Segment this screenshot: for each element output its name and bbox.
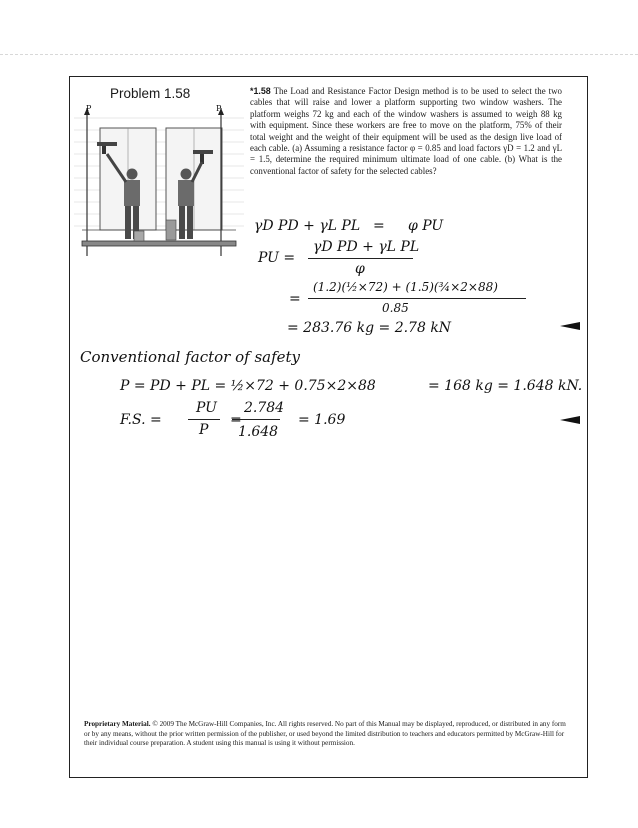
- pu-label: PU =: [258, 250, 296, 266]
- fraction-bar: [232, 419, 280, 420]
- pu-denominator: φ: [355, 261, 365, 277]
- copyright-footer: [84, 720, 572, 749]
- substitution-equals: =: [289, 291, 301, 307]
- fs-denominator-value: 1.648: [238, 424, 279, 440]
- service-load-result: = 168 kg = 1.648 kN.: [428, 378, 583, 394]
- lrfd-equation-lhs: γD PD + γL PL: [254, 218, 361, 234]
- fraction-bar: [308, 258, 413, 259]
- answer-arrow-icon: [560, 322, 580, 330]
- load-label-left: P: [86, 104, 92, 113]
- lrfd-equation-equals: =: [373, 218, 385, 234]
- fs-numerator-symbol: PU: [196, 400, 217, 416]
- service-load-expression: P = PD + PL = ½×72 + 0.75×2×88: [120, 378, 376, 394]
- scan-top-edge: [0, 54, 638, 55]
- substitution-denominator: 0.85: [382, 301, 409, 315]
- ultimate-load-result: = 283.76 kg = 2.78 kN: [287, 320, 452, 336]
- fs-label: F.S. =: [120, 412, 162, 428]
- problem-statement: [250, 86, 562, 177]
- pu-numerator: γD PD + γL PL: [313, 239, 420, 255]
- footer-text: © 2009 The McGraw-Hill Companies, Inc. All rights reserved. No part of this Manual may be displayed, reproduced, or distributed in any form or by any means, without the prior written permission of the publisher, or used beyond the limited distribution to teachers and educators permitted by McGraw-Hill for their individual course preparation. A student using this manual is using it without permission.: [84, 720, 566, 748]
- fs-equals: =: [230, 412, 242, 428]
- problem-title: Problem 1.58: [110, 86, 191, 101]
- fraction-bar: [308, 298, 526, 299]
- fs-numerator-value: 2.784: [244, 400, 285, 416]
- problem-number: *1.58: [250, 86, 271, 96]
- fs-result: = 1.69: [298, 412, 346, 428]
- problem-text: The Load and Resistance Factor Design method is to be used to select the two cables that will raise and lower a platform supporting two window washers. The platform weighs 72 kg and each of the window washers is assumed to weigh 88 kg with equipment. Since these workers are free to move on the platform, 75% of their total weight and the weight of their equipment will be used as the design live load of each cable. (a) Assuming a resistance factor φ = 0.85 and load factors γD = 1.2 and γL = 1.5, determine the required minimum ultimate load of one cable. (b) What is the conventional factor of safety for the selected cables?: [250, 86, 562, 176]
- fraction-bar: [188, 419, 220, 420]
- substitution-numerator: (1.2)(½×72) + (1.5)(¾×2×88): [313, 280, 498, 294]
- section-heading: Conventional factor of safety: [80, 348, 301, 366]
- lrfd-equation-rhs: φ PU: [408, 218, 444, 234]
- answer-arrow-icon: [560, 416, 580, 424]
- load-label-right: P: [216, 104, 222, 113]
- window-washers-figure: [74, 108, 244, 258]
- fs-denominator-symbol: P: [199, 422, 209, 438]
- footer-bold-lead: Proprietary Material.: [84, 720, 151, 728]
